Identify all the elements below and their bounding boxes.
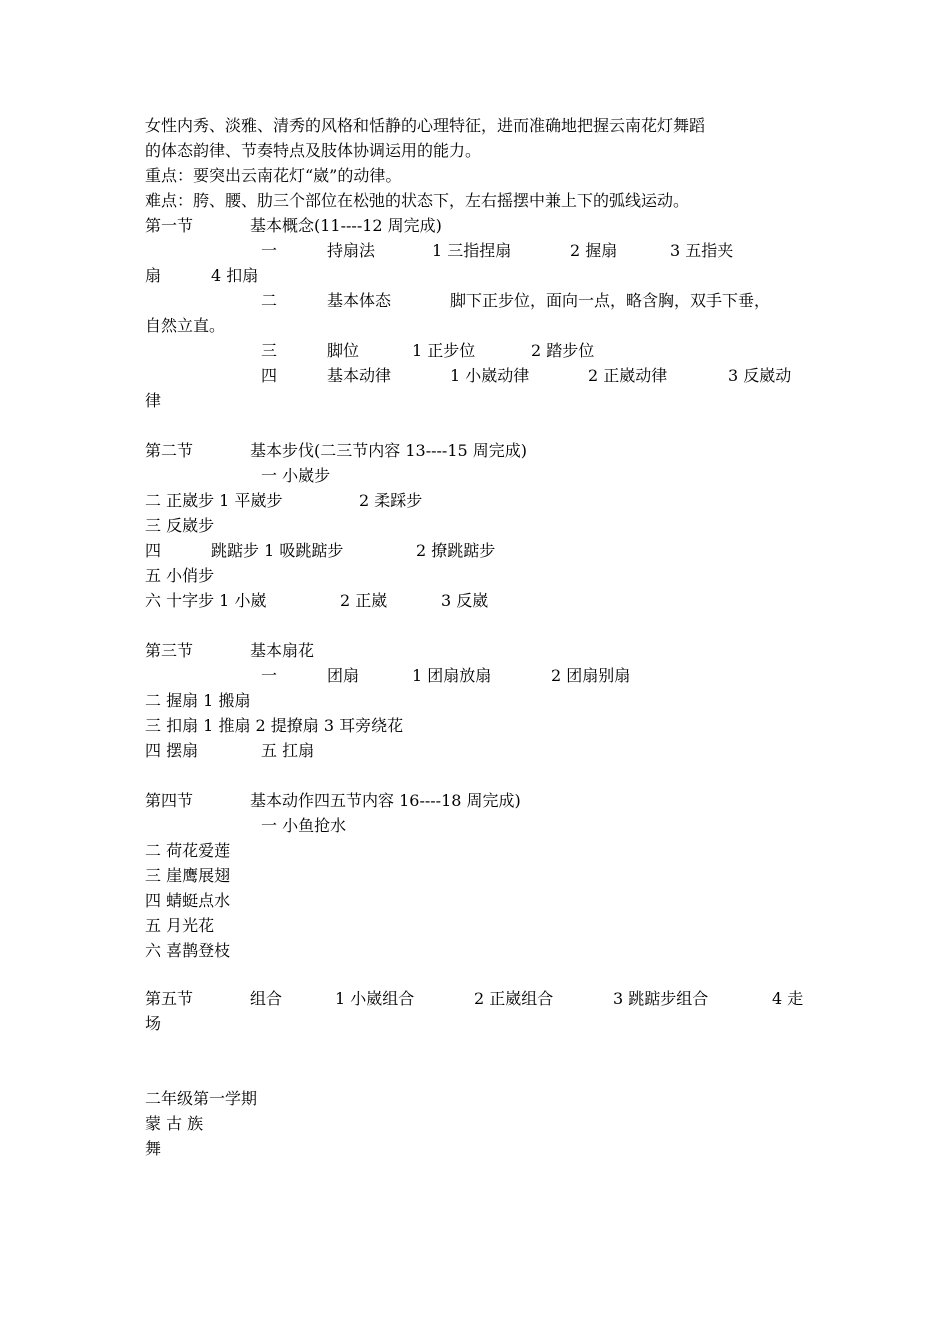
section2-line-5: 五 小俏步 <box>145 566 215 585</box>
section2-line-2 <box>145 488 810 513</box>
section5-header: 第五节 <box>145 989 194 1008</box>
section1-title: 基本概念(11----12 周完成) <box>250 216 442 235</box>
section3-line-4 <box>145 738 810 763</box>
step-item: 跳踮步 1 吸跳踮步 <box>211 541 344 560</box>
combo-sub: 2 正崴组合 <box>474 989 554 1008</box>
section4-line-3: 三 崖鹰展翅 <box>145 866 231 885</box>
section5-wrap: 场 <box>145 1014 162 1033</box>
section2-line-1 <box>145 463 810 488</box>
step-sub: 2 柔踩步 <box>359 491 423 510</box>
item-number: 一 <box>261 241 278 260</box>
term-heading: 二年级第一学期 <box>145 1089 258 1108</box>
item-sub-d: 4 扣扇 <box>211 266 259 285</box>
item-number: 三 <box>261 341 278 360</box>
section1-item2 <box>145 288 810 313</box>
section5-heading <box>145 986 810 1011</box>
section1-item2-wrap: 自然立直。 <box>145 316 226 335</box>
section2-line-6 <box>145 588 810 613</box>
step-sub: 3 反崴 <box>441 591 489 610</box>
section4-line-1 <box>145 813 810 838</box>
section3-title: 基本扇花 <box>250 641 315 660</box>
item-name: 脚位 <box>327 341 360 360</box>
section4-heading <box>145 788 810 813</box>
ethnic-heading: 蒙 古 族 <box>145 1114 204 1133</box>
section4-line-2: 二 荷花爱莲 <box>145 841 231 860</box>
fan-item: 团扇 <box>327 666 360 685</box>
item-description: 脚下正步位，面向一点，略含胸，双手下垂， <box>450 291 771 310</box>
step-item: 六 十字步 1 小崴 <box>145 591 267 610</box>
section1-heading <box>145 213 810 238</box>
step-item: 二 正崴步 1 平崴步 <box>145 491 283 510</box>
item-number: 二 <box>261 291 278 310</box>
section4-title: 基本动作四五节内容 16----18 周完成) <box>250 791 521 810</box>
combo-title: 组合 <box>250 989 283 1008</box>
item-name: 基本体态 <box>327 291 392 310</box>
section4-header: 第四节 <box>145 791 194 810</box>
section2-header: 第二节 <box>145 441 194 460</box>
section2-title: 基本步伐(二三节内容 13----15 周完成) <box>250 441 528 460</box>
dance-heading: 舞 <box>145 1139 162 1158</box>
item-sub-b: 2 踏步位 <box>531 341 595 360</box>
item-sub-b: 2 正崴动律 <box>588 366 668 385</box>
item-wrap: 扇 <box>145 266 162 285</box>
intro-line-2: 的体态韵律、节奏特点及肢体协调运用的能力。 <box>145 141 482 160</box>
item-sub-a: 1 三指捏扇 <box>432 241 512 260</box>
section4-line-4: 四 蜻蜓点水 <box>145 891 231 910</box>
section1-item3 <box>145 338 810 363</box>
item-sub-b: 2 握扇 <box>570 241 618 260</box>
item-name: 基本动律 <box>327 366 392 385</box>
fan-number: 一 <box>261 666 278 685</box>
combo-sub: 3 跳踮步组合 <box>613 989 709 1008</box>
step-number: 四 <box>145 541 162 560</box>
section3-line-1 <box>145 663 810 688</box>
section2-heading <box>145 438 810 463</box>
section3-heading <box>145 638 810 663</box>
item-sub-c: 3 反崴动 <box>728 366 792 385</box>
step-sub: 2 正崴 <box>340 591 388 610</box>
movement-item: 一 小鱼抢水 <box>261 816 347 835</box>
item-name: 持扇法 <box>327 241 376 260</box>
section4-line-6: 六 喜鹊登枝 <box>145 941 231 960</box>
step-sub: 2 撩跳踮步 <box>416 541 496 560</box>
section1-item1 <box>145 238 810 263</box>
intro-line-1: 女性内秀、淡雅、清秀的风格和恬静的心理特征，进而准确地把握云南花灯舞蹈 <box>145 116 706 135</box>
section1-item4-wrap: 律 <box>145 391 162 410</box>
fan-item: 四 摆扇 <box>145 741 199 760</box>
fan-item: 五 扛扇 <box>261 741 315 760</box>
section3-line-3: 三 扣扇 1 推扇 2 提撩扇 3 耳旁绕花 <box>145 716 404 735</box>
combo-sub: 4 走 <box>772 989 804 1008</box>
item-sub-a: 1 正步位 <box>412 341 476 360</box>
section1-header: 第一节 <box>145 216 194 235</box>
step-item: 一 小崴步 <box>261 466 331 485</box>
section3-header: 第三节 <box>145 641 194 660</box>
key-point: 重点：要突出云南花灯“崴”的动律。 <box>145 166 402 185</box>
difficulty-point: 难点：胯、腰、肋三个部位在松弛的状态下，左右摇摆中兼上下的弧线运动。 <box>145 191 690 210</box>
section1-item4 <box>145 363 810 388</box>
item-sub-a: 1 小崴动律 <box>450 366 530 385</box>
section2-line-3: 三 反崴步 <box>145 516 215 535</box>
item-number: 四 <box>261 366 278 385</box>
section1-item1-wrap <box>145 263 810 288</box>
item-sub-c: 3 五指夹 <box>670 241 734 260</box>
section3-line-2: 二 握扇 1 搬扇 <box>145 691 251 710</box>
section4-line-5: 五 月光花 <box>145 916 215 935</box>
section2-line-4 <box>145 538 810 563</box>
fan-sub: 1 团扇放扇 <box>412 666 492 685</box>
fan-sub: 2 团扇别扇 <box>551 666 631 685</box>
combo-sub: 1 小崴组合 <box>335 989 415 1008</box>
